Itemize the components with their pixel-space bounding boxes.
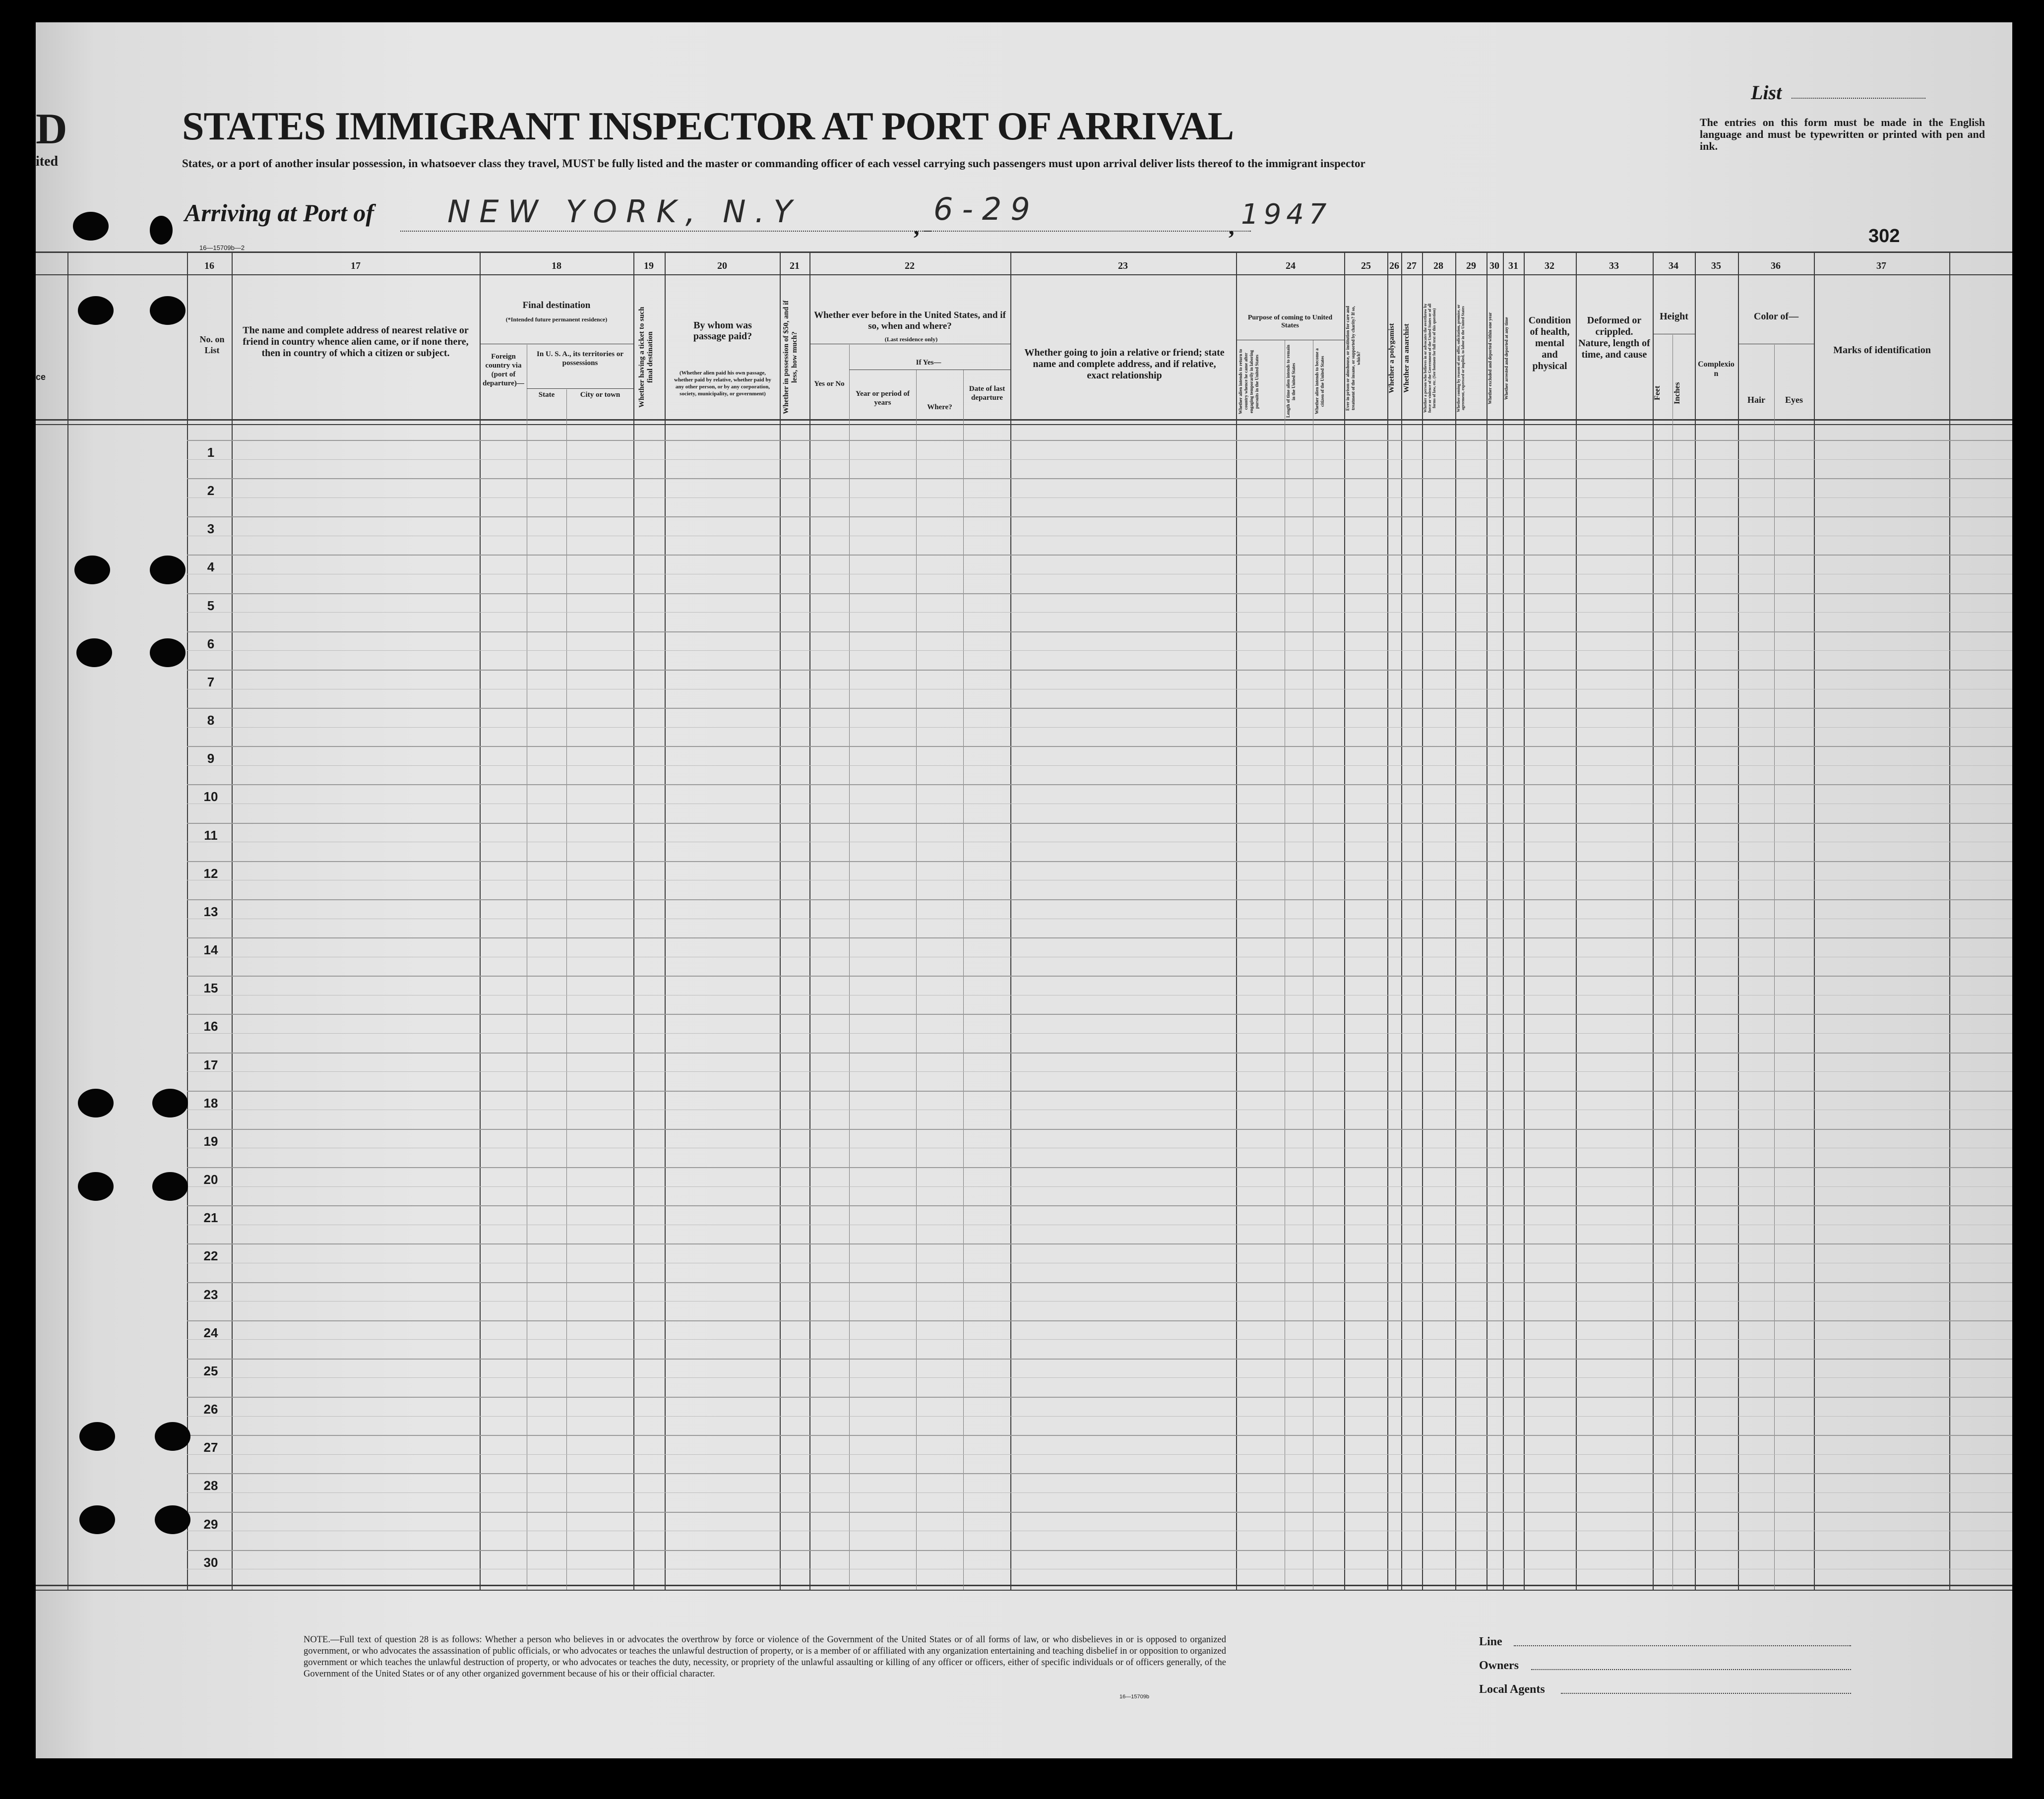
- col-number-29: 29: [1466, 260, 1476, 271]
- punch-hole: [155, 1422, 190, 1451]
- col-number-31: 31: [1508, 260, 1518, 271]
- header-question-28: Whether a person who believes in or advocates the overthrow by force or violence of the Government of the United States or of all forms of law, etc. (See footnote for full text of this question): [1423, 304, 1436, 413]
- port-of-arrival: NEW YORK, N.Y: [447, 193, 802, 230]
- left-fragment-word: ited: [36, 154, 59, 169]
- row-number: 22: [203, 1248, 218, 1264]
- col-number-23: 23: [1118, 260, 1128, 271]
- page-subtitle: States, or a port of another insular possession, in whatsoever class they travel, MUST be fully listed and the master or commanding officer of each vessel carrying such passengers must upon arrival deliver lists thereof to the immigrant inspector: [182, 157, 1365, 170]
- col-line: [1738, 251, 1739, 1591]
- row-number: 15: [203, 981, 218, 996]
- row-rule: [187, 1512, 2012, 1513]
- header-labor-offer: Whether coming by reason of any offer, solicitation, promise, or agreement, expressed or implied, to labor in the United States: [1456, 304, 1465, 413]
- row-number: 4: [207, 559, 215, 575]
- header-no-on-list: No. on List: [199, 334, 225, 355]
- row-rule: [187, 1550, 2012, 1551]
- row-number: 28: [203, 1478, 218, 1493]
- row-rule: [187, 650, 2012, 651]
- header-date-departure: Date of last departure: [969, 385, 1005, 402]
- header-ticket: Whether having a ticket to such final destination: [638, 307, 654, 408]
- row-rule: [187, 1377, 2012, 1378]
- punch-hole: [155, 1505, 190, 1534]
- line-label: Line: [1479, 1635, 1502, 1648]
- row-rule: [187, 478, 2012, 479]
- col-number-19: 19: [644, 260, 654, 271]
- row-rule: [187, 555, 2012, 556]
- col-subline: [1774, 345, 1775, 1590]
- row-number: 3: [207, 521, 215, 537]
- form-instructions: The entries on this form must be made in the English language and must be typewritten or printed with pen and ink.: [1700, 116, 1985, 152]
- list-label: List: [1751, 81, 1782, 104]
- row-rule: [187, 937, 2012, 938]
- row-rule: [187, 1014, 2012, 1015]
- list-underline: [1792, 98, 1925, 99]
- row-rule: [187, 765, 2012, 766]
- header-excluded: Whether excluded and deported within one year: [1487, 312, 1492, 405]
- table-top-rule: [36, 251, 2012, 253]
- header-return-intent: Whether alien intends to return to country whence he came after engaging temporarily in laboring pursuits in the United States: [1238, 349, 1259, 414]
- header-ever-before: Whether ever before in the United States, and if so, when and where?: [814, 310, 1006, 331]
- header-where: Where?: [927, 403, 952, 411]
- row-rule: [187, 1129, 2012, 1130]
- header-eyes: Eyes: [1785, 395, 1803, 405]
- row-number: 16: [203, 1019, 218, 1034]
- col-line: [1401, 251, 1402, 1591]
- row-rule: [187, 1435, 2012, 1436]
- row-rule: [187, 1282, 2012, 1283]
- header-year-period: Year or period of years: [855, 390, 910, 407]
- header-bottom-rule: [36, 419, 2012, 421]
- header-join-relative: Whether going to join a relative or friend; state name and complete address, and if relative, exact relationship: [1024, 347, 1225, 381]
- header-polygamist: Whether a polygamist: [1388, 323, 1396, 394]
- header-citizen-intent: Whether alien intends to become a citizen of the United States: [1314, 348, 1325, 415]
- col-number-25: 25: [1361, 260, 1371, 271]
- row-number: 8: [207, 713, 215, 728]
- header-purpose: Purpose of coming to United States: [1247, 314, 1333, 329]
- col-line: [480, 251, 481, 1591]
- col-number-21: 21: [790, 260, 800, 271]
- punch-hole: [79, 1505, 115, 1534]
- punch-hole: [152, 1172, 188, 1201]
- col-line: [665, 251, 666, 1591]
- row-number: 25: [203, 1363, 218, 1378]
- header-health: Condition of health, mental and physical: [1528, 315, 1571, 372]
- header-passage-paid-note: (Whether alien paid his own passage, whether paid by relative, whether paid by any other person, or by any corporation, society, municipality, or government): [674, 370, 771, 397]
- row-rule: [187, 1397, 2012, 1398]
- col-number-18: 18: [552, 260, 561, 271]
- col-subline: [1672, 335, 1673, 1590]
- row-rule: [187, 497, 2012, 498]
- col-number-30: 30: [1489, 260, 1499, 271]
- col-subline: [916, 370, 917, 1590]
- punch-hole: [78, 1089, 114, 1117]
- comma-1: ,: [914, 214, 920, 239]
- punch-hole: [73, 212, 109, 241]
- table-bottom-rule: [36, 1585, 2012, 1586]
- row-number: 7: [207, 674, 215, 689]
- col-number-16: 16: [204, 260, 214, 271]
- header-passage-paid: By whom was passage paid?: [693, 320, 752, 342]
- col-line: [67, 251, 68, 1591]
- col-number-33: 33: [1609, 260, 1619, 271]
- header-arrested: Whether arrested and deported at any time: [1504, 317, 1509, 400]
- owners-field[interactable]: [1531, 1669, 1851, 1670]
- row-rule: [187, 1186, 2012, 1187]
- row-rule: [187, 1243, 2012, 1244]
- row-number: 29: [203, 1516, 218, 1532]
- row-rule: [187, 899, 2012, 900]
- row-rule: [187, 1416, 2012, 1417]
- header-final-destination-note: (*Intended future permanent residence): [505, 316, 608, 323]
- footer-form-code: 16—15709b: [1119, 1694, 1149, 1700]
- row-rule: [187, 823, 2012, 824]
- row-rule: [187, 1339, 2012, 1340]
- row-rule: [187, 459, 2012, 460]
- col-line: [1653, 251, 1654, 1591]
- header-last-residence: (Last residence only): [884, 336, 938, 343]
- header-state: State: [538, 391, 555, 399]
- header-in-usa: In U. S. A., its territories or possessions: [537, 350, 623, 367]
- row-number: 27: [203, 1440, 218, 1455]
- punch-hole: [150, 556, 186, 584]
- row-number: 10: [203, 789, 218, 805]
- punch-hole: [150, 216, 173, 245]
- row-rule: [187, 708, 2012, 709]
- col-number-34: 34: [1669, 260, 1678, 271]
- row-number: 19: [203, 1133, 218, 1149]
- punch-hole: [150, 638, 186, 667]
- col-line: [1524, 251, 1525, 1591]
- top-form-code: 16—15709b—2: [199, 244, 245, 251]
- header-inches: Inches: [1673, 382, 1681, 404]
- col-number-32: 32: [1545, 260, 1554, 271]
- punch-hole: [150, 296, 186, 325]
- header-prison: Ever in prison or almshouse, or institution for care and treatment of the insane, or supported by charity? If so, which?: [1345, 306, 1361, 411]
- col-line: [1695, 251, 1696, 1591]
- row-rule: [187, 1091, 2012, 1092]
- punch-hole: [76, 638, 112, 667]
- header-if-yes: If Yes—: [916, 359, 941, 367]
- table-bottom-rule-2: [36, 1590, 2012, 1591]
- col-number-20: 20: [717, 260, 727, 271]
- row-rule: [187, 1320, 2012, 1321]
- punch-hole: [74, 556, 110, 584]
- col-line: [1455, 251, 1456, 1591]
- row-number: 13: [203, 904, 218, 919]
- line-field[interactable]: [1514, 1645, 1851, 1646]
- row-rule: [187, 1033, 2012, 1034]
- arriving-label: Arriving at Port of: [185, 199, 374, 227]
- col-line: [187, 251, 188, 1591]
- row-number: 30: [203, 1554, 218, 1570]
- row-number: 14: [203, 942, 218, 958]
- header-hair: Hair: [1747, 395, 1765, 405]
- row-number: 2: [207, 483, 215, 498]
- punch-hole: [78, 296, 114, 325]
- row-rule: [187, 670, 2012, 671]
- col-number-36: 36: [1771, 260, 1781, 271]
- row-number: 18: [203, 1095, 218, 1111]
- col-line: [1236, 251, 1237, 1591]
- col-line: [809, 251, 810, 1591]
- col-line: [1422, 251, 1423, 1591]
- header-final-destination: Final destination: [522, 300, 591, 310]
- col-line: [1387, 251, 1388, 1591]
- row-rule: [187, 516, 2012, 517]
- col-line: [780, 251, 781, 1591]
- row-rule: [187, 1167, 2012, 1168]
- col-subline: [566, 389, 567, 1590]
- row-number: 9: [207, 751, 215, 766]
- header-feet: Feet: [1653, 385, 1662, 401]
- row-rule: [187, 1071, 2012, 1072]
- header-yes-or-no: Yes or No: [814, 380, 845, 388]
- col-number-35: 35: [1711, 260, 1721, 271]
- colnum-rule: [36, 274, 2012, 275]
- local-agents-field[interactable]: [1561, 1693, 1851, 1694]
- header-fifty-dollars: Whether in possession of $50, and if less, how much?: [782, 300, 799, 414]
- footnote-question-28: NOTE.—Full text of question 28 is as follows: Whether a person who believes in or advocates the overthrow by force or violence of the Government of the United States or of all forms of law, or who disbelieves in or is opposed to organized government, or who advocates the assassination of public officials, or who advocates or teaches the unlawful destruction of property, or is a member of or affiliated with any organization entertaining and teaching disbelief in or opposition to organized government or which teaches the unlawful destruction of property, or who advocates or teaches the duty, necessity, or propriety of the unlawful assaulting or killing of any officer or officers, either of specific individuals or of officers generally, of the Government of the United States or of any other organized government because of his or their official character.: [304, 1635, 1226, 1679]
- arrival-date: 6-29: [933, 191, 1039, 227]
- row-rule: [187, 612, 2012, 613]
- col-line: [1344, 251, 1345, 1591]
- col-line: [1814, 251, 1815, 1591]
- row-rule: [187, 1301, 2012, 1302]
- row-number: 23: [203, 1287, 218, 1302]
- left-fragment-letter: D: [36, 105, 67, 153]
- row-rule: [187, 593, 2012, 594]
- row-rule: [187, 1359, 2012, 1360]
- col-number-37: 37: [1876, 260, 1886, 271]
- col-number-22: 22: [905, 260, 915, 271]
- header-bottom-rule-2: [36, 424, 2012, 425]
- punch-hole: [79, 1422, 115, 1451]
- col-number-26: 26: [1389, 260, 1399, 271]
- header-identification-marks: Marks of identification: [1833, 345, 1931, 356]
- header-complexion: Complexion: [1698, 360, 1734, 378]
- arrival-year: 1947: [1241, 198, 1332, 231]
- row-number: 11: [204, 827, 218, 843]
- owners-label: Owners: [1479, 1659, 1519, 1672]
- row-rule: [187, 1205, 2012, 1206]
- col-subline: [963, 370, 964, 1590]
- header-anarchist: Whether an anarchist: [1403, 323, 1411, 393]
- row-rule: [187, 784, 2012, 785]
- row-rule: [187, 1454, 2012, 1455]
- row-number: 20: [203, 1172, 218, 1187]
- punch-hole: [152, 1089, 188, 1117]
- punch-hole: [78, 1172, 114, 1201]
- row-number: 21: [203, 1210, 218, 1226]
- header-deformed: Deformed or crippled. Nature, length of time, and cause: [1578, 315, 1650, 360]
- row-number: 5: [207, 598, 215, 613]
- row-number: 6: [207, 636, 215, 651]
- col-line: [1010, 251, 1011, 1591]
- header-nearest-relative: The name and complete address of nearest relative or friend in country whence alien came, or if none there, then in country of which a citizen or subject.: [243, 325, 469, 359]
- col-line: [633, 251, 634, 1591]
- header-color-of: Color of—: [1753, 311, 1799, 322]
- row-number: 24: [203, 1325, 218, 1340]
- row-rule: [187, 976, 2012, 977]
- col-line: [1503, 251, 1504, 1591]
- header-city: City or town: [580, 391, 620, 399]
- row-rule: [187, 631, 2012, 632]
- col-line: [1576, 251, 1577, 1591]
- row-rule: [187, 440, 2012, 441]
- page-title: STATES IMMIGRANT INSPECTOR AT PORT OF ARRIVAL: [182, 105, 1234, 148]
- header-length-of-stay: Length of time alien intends to remain in the United States: [1286, 345, 1296, 418]
- col-line: [1949, 251, 1950, 1591]
- row-rule: [187, 1473, 2012, 1474]
- col-line: [232, 251, 233, 1591]
- row-number: 17: [203, 1057, 218, 1072]
- header-height: Height: [1660, 311, 1688, 322]
- col-number-24: 24: [1286, 260, 1296, 271]
- col-number-28: 28: [1433, 260, 1443, 271]
- row-number: 26: [203, 1402, 218, 1417]
- date-underline: [924, 231, 1251, 232]
- port-underline: [400, 231, 931, 232]
- page-number: 302: [1868, 226, 1900, 247]
- col-number-27: 27: [1407, 260, 1417, 271]
- row-number: 1: [207, 445, 215, 460]
- manifest-sheet: [36, 22, 2012, 1758]
- row-rule: [187, 727, 2012, 728]
- c18-usa-rule: [527, 388, 633, 389]
- col-number-17: 17: [351, 260, 361, 271]
- comma-2: ,: [1229, 214, 1235, 239]
- local-agents-label: Local Agents: [1479, 1683, 1545, 1696]
- row-rule: [187, 1053, 2012, 1054]
- row-rule: [187, 861, 2012, 862]
- row-rule: [187, 1492, 2012, 1493]
- left-margin-fragment: ce: [36, 372, 46, 382]
- col-subline: [849, 345, 850, 1590]
- row-number: 12: [203, 866, 218, 881]
- header-foreign-country: Foreign country via (port of departure)—: [483, 353, 524, 387]
- row-rule: [187, 746, 2012, 747]
